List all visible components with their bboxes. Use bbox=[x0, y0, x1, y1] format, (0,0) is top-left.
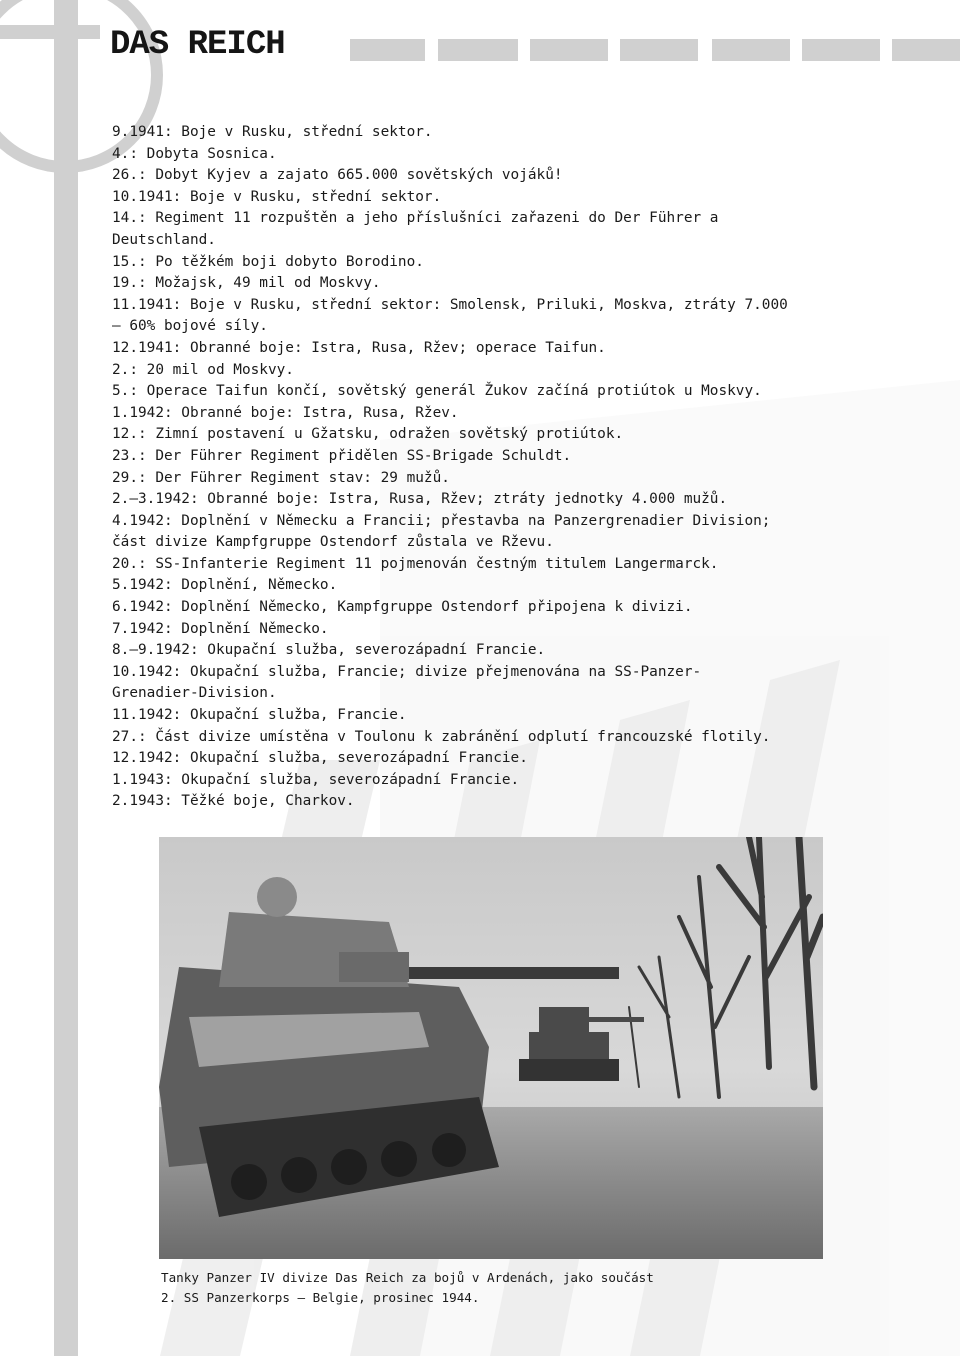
header-bar bbox=[530, 39, 608, 61]
chronology-line: 7.1942: Doplnění Německo. bbox=[112, 620, 329, 637]
page-title: DAS REICH bbox=[110, 26, 285, 64]
chronology-line: 4.: Dobyta Sosnica. bbox=[112, 145, 277, 162]
chronology-line: 2.: 20 mil od Moskvy. bbox=[112, 361, 294, 378]
chronology-line: 10.1942: Okupační služba, Francie; divize přejmenována na SS-Panzer- bbox=[112, 663, 702, 680]
chronology-line: 1.1943: Okupační služba, severozápadní Francie. bbox=[112, 771, 520, 788]
chronology-line: 5.: Operace Taifun končí, sovětský generál Žukov začíná protiútok u Moskvy. bbox=[112, 383, 762, 400]
header-bar-decoration bbox=[350, 39, 960, 61]
tank-photo-illustration bbox=[159, 837, 823, 1259]
photo-caption-line: Tanky Panzer IV divize Das Reich za bojů v Ardenách, jako součást bbox=[161, 1270, 654, 1285]
chronology-line: 11.1942: Okupační služba, Francie. bbox=[112, 707, 407, 724]
chronology-line: 5.1942: Doplnění, Německo. bbox=[112, 577, 338, 594]
tank-photo bbox=[159, 837, 823, 1259]
chronology-line: 2.–3.1942: Obranné boje: Istra, Rusa, Ržev; ztráty jednotky 4.000 mužů. bbox=[112, 491, 728, 508]
header-bar bbox=[712, 39, 790, 61]
header-bar bbox=[892, 39, 960, 61]
chronology-line: Deutschland. bbox=[112, 231, 216, 248]
chronology-line: 19.: Možajsk, 49 mil od Moskvy. bbox=[112, 275, 381, 292]
chronology-line: 1.1942: Obranné boje: Istra, Rusa, Ržev. bbox=[112, 404, 459, 421]
chronology-line: 2.1943: Těžké boje, Charkov. bbox=[112, 793, 355, 810]
chronology-line: část divize Kampfgruppe Ostendorf zůstala ve Rževu. bbox=[112, 534, 554, 551]
chronology-line: 9.1941: Boje v Rusku, střední sektor. bbox=[112, 124, 433, 140]
chronology-line: 23.: Der Führer Regiment přidělen SS-Brigade Schuldt. bbox=[112, 447, 572, 464]
chronology-line: 27.: Část divize umístěna v Toulonu k zabránění odplutí francouzské flotily. bbox=[112, 728, 771, 745]
chronology-line: 12.: Zimní postavení u Gžatsku, odražen sovětský protiútok. bbox=[112, 426, 624, 443]
chronology-line: – 60% bojové síly. bbox=[112, 318, 268, 335]
chronology-list bbox=[112, 122, 892, 813]
header-bar bbox=[438, 39, 518, 61]
chronology-line: 11.1941: Boje v Rusku, střední sektor: Smolensk, Priluki, Moskva, ztráty 7.000 bbox=[112, 296, 788, 313]
chronology-line: 4.1942: Doplnění v Německu a Francii; přestavba na Panzergrenadier Division; bbox=[112, 512, 771, 529]
chronology-line: 8.–9.1942: Okupační služba, severozápadní Francie. bbox=[112, 642, 546, 659]
chronology-line: 10.1941: Boje v Rusku, střední sektor. bbox=[112, 188, 442, 205]
chronology-line: 12.1942: Okupační služba, severozápadní Francie. bbox=[112, 750, 528, 767]
chronology-line: 26.: Dobyt Kyjev a zajato 665.000 sovětských vojáků! bbox=[112, 167, 563, 184]
header-bar bbox=[802, 39, 880, 61]
photo-caption bbox=[161, 1268, 821, 1308]
chronology-line: 15.: Po těžkém boji dobyto Borodino. bbox=[112, 253, 424, 270]
header-bar bbox=[350, 39, 425, 61]
photo-caption-line: 2. SS Panzerkorps – Belgie, prosinec 1944. bbox=[161, 1290, 480, 1305]
chronology-line: Grenadier-Division. bbox=[112, 685, 277, 702]
header-bar bbox=[620, 39, 698, 61]
chronology-line: 6.1942: Doplnění Německo, Kampfgruppe Ostendorf připojena k divizi. bbox=[112, 599, 693, 616]
chronology-line: 29.: Der Führer Regiment stav: 29 mužů. bbox=[112, 469, 450, 486]
chronology-line: 12.1941: Obranné boje: Istra, Rusa, Ržev; operace Taifun. bbox=[112, 339, 606, 356]
chronology-line: 20.: SS-Infanterie Regiment 11 pojmenován čestným titulem Langermarck. bbox=[112, 555, 719, 572]
chronology-line: 14.: Regiment 11 rozpuštěn a jeho příslušníci zařazeni do Der Führer a bbox=[112, 210, 719, 227]
